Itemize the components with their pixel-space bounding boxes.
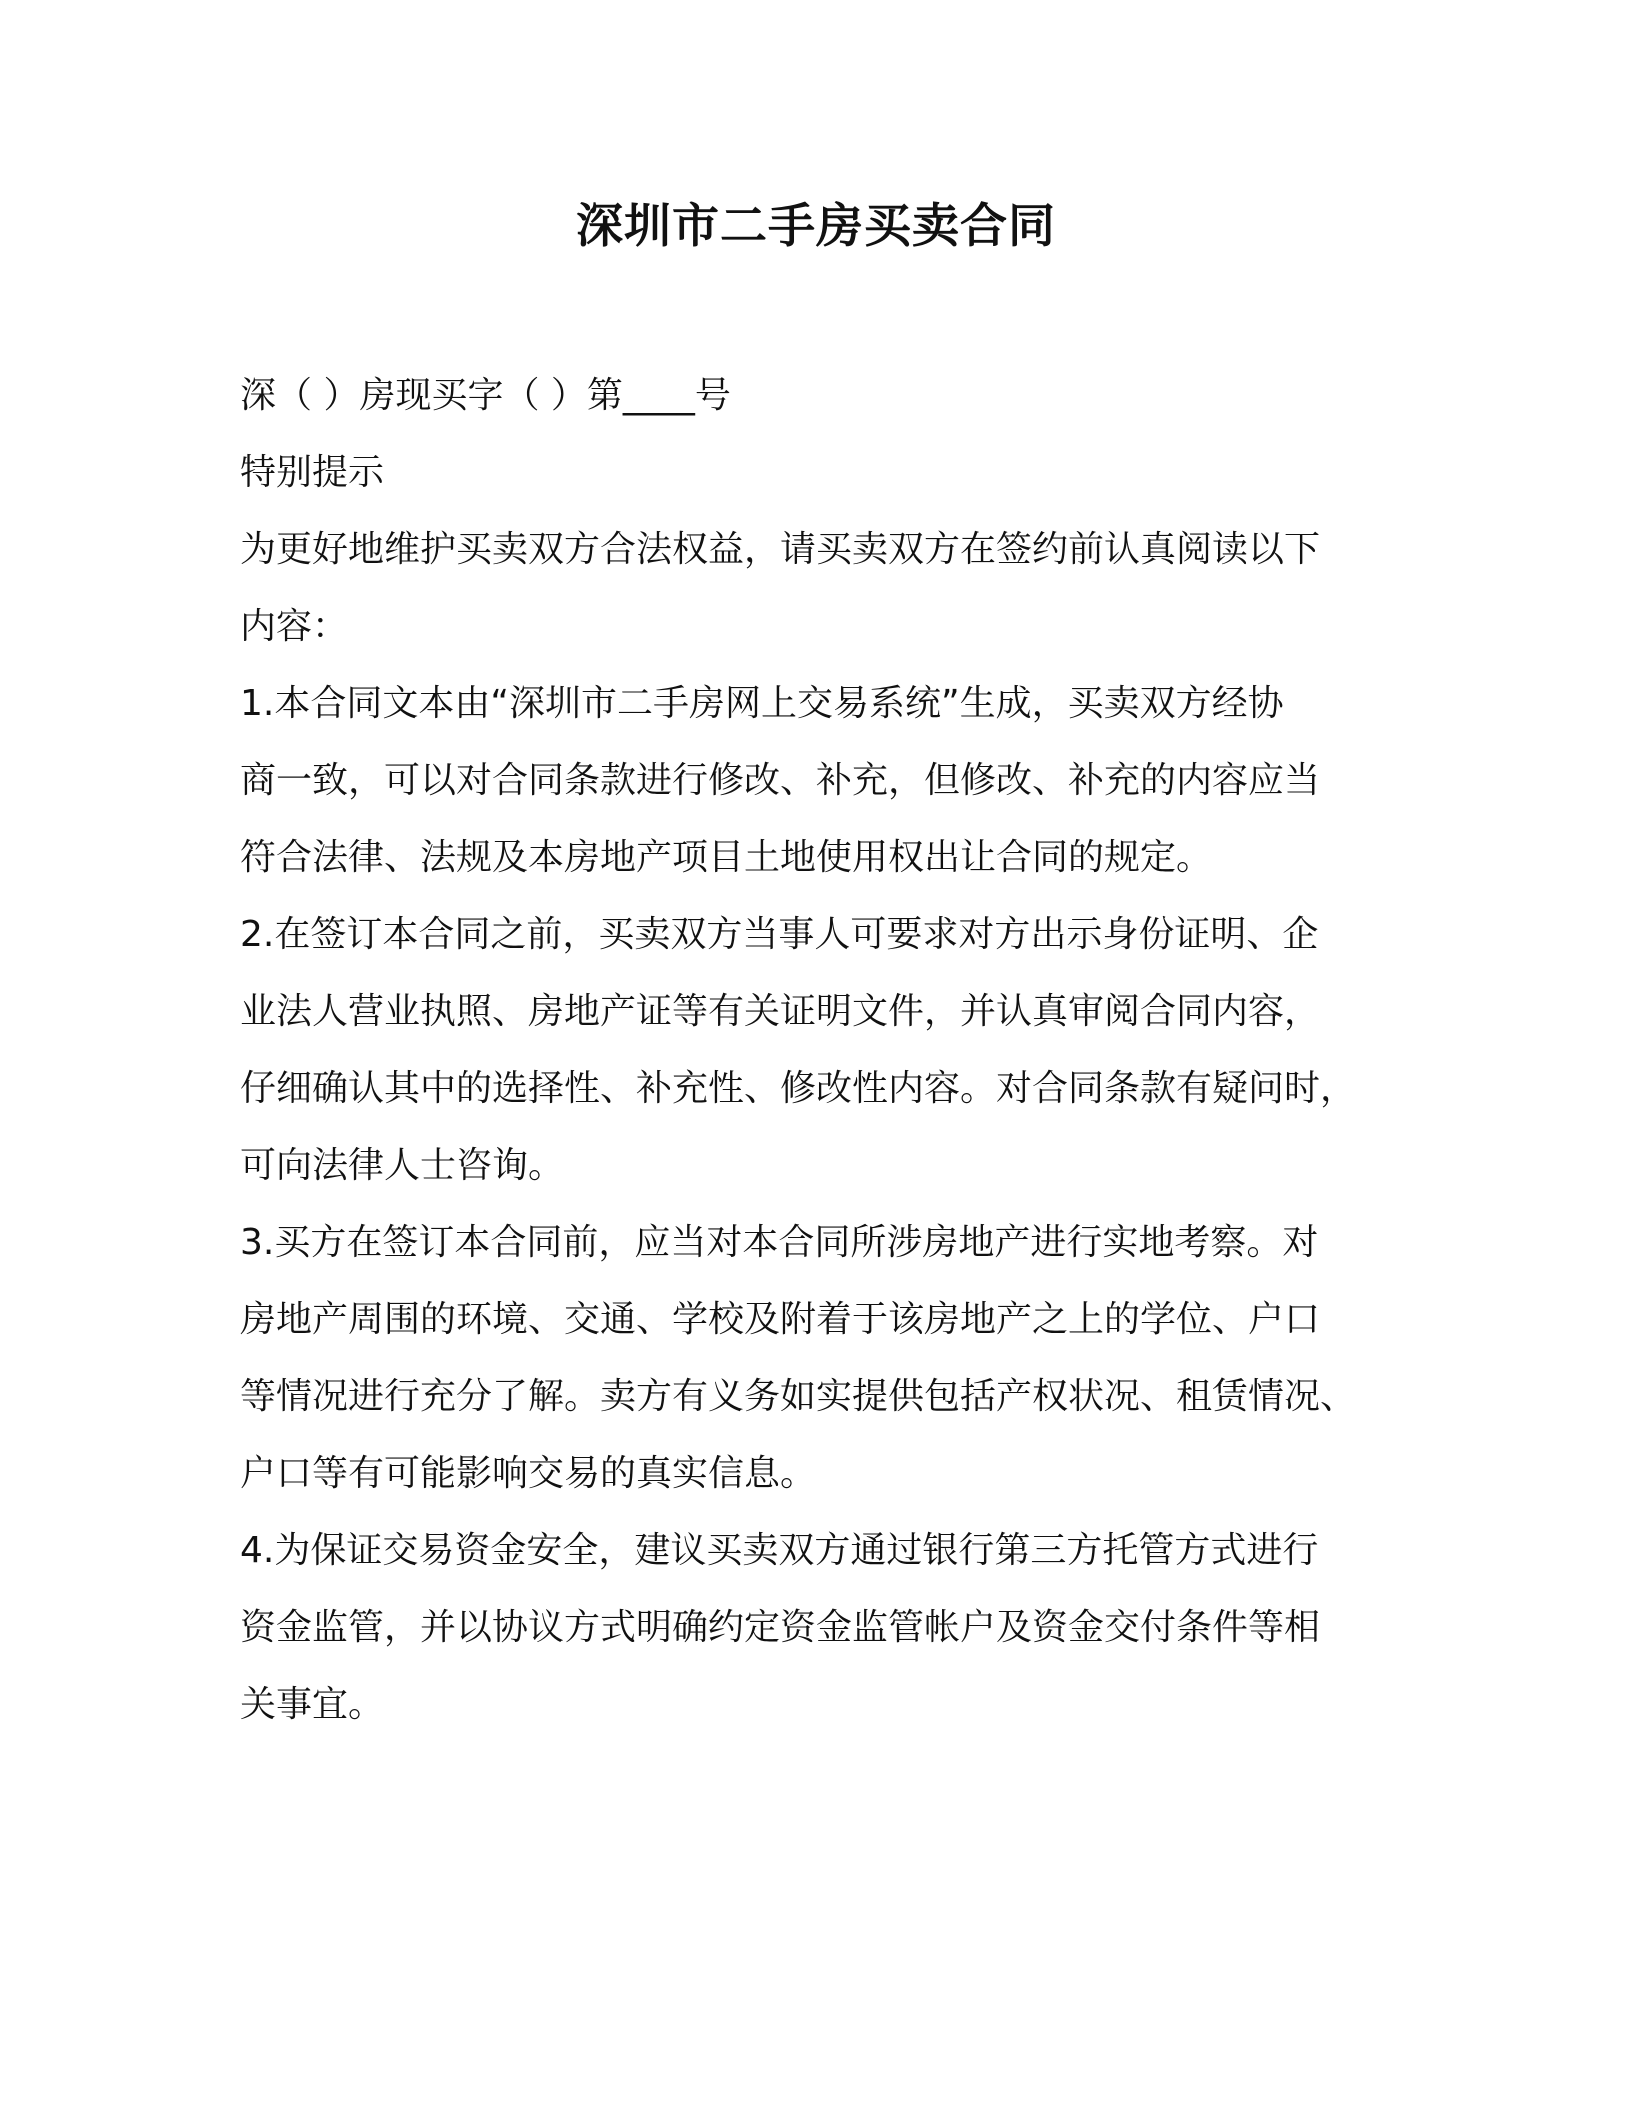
intro-line: 为更好地维护买卖双方合法权益，请买卖双方在签约前认真阅读以下 — [240, 529, 1321, 570]
clause-4-line: 4.为保证交易资金安全，建议买卖双方通过银行第三方托管方式进行 — [240, 1530, 1319, 1571]
clause-1-line: 1.本合同文本由“深圳市二手房网上交易系统”生成，买卖双方经协 — [240, 683, 1284, 724]
clause-4-line: 资金监管，并以协议方式明确约定资金监管帐户及资金交付条件等相 — [240, 1607, 1321, 1648]
clause-2-line: 2.在签订本合同之前，买卖双方当事人可要求对方出示身份证明、企 — [240, 914, 1319, 955]
clause-2-line: 业法人营业执照、房地产证等有关证明文件，并认真审阅合同内容， — [240, 991, 1321, 1032]
clause-3-line: 房地产周围的环境、交通、学校及附着于该房地产之上的学位、户口 — [240, 1299, 1321, 1340]
contract-number-line: 深（ ）房现买字（ ）第____号 — [240, 375, 731, 416]
clause-4-line: 关事宜。 — [240, 1684, 385, 1725]
special-notice-heading: 特别提示 — [240, 452, 385, 493]
clause-3-line: 户口等有可能影响交易的真实信息。 — [240, 1453, 817, 1494]
intro-line: 内容： — [240, 606, 349, 647]
clause-1-line: 符合法律、法规及本房地产项目土地使用权出让合同的规定。 — [240, 837, 1213, 878]
document-body — [240, 357, 1390, 1743]
clause-3-line: 3.买方在签订本合同前，应当对本合同所涉房地产进行实地考察。对 — [240, 1222, 1319, 1263]
clause-2-line: 仔细确认其中的选择性、补充性、修改性内容。对合同条款有疑问时， — [240, 1068, 1357, 1109]
document-title: 深圳市二手房买卖合同 — [576, 199, 1056, 254]
clause-2-line: 可向法律人士咨询。 — [240, 1145, 565, 1186]
clause-3-line: 等情况进行充分了解。卖方有义务如实提供包括产权状况、租赁情况、 — [240, 1376, 1357, 1417]
clause-1-line: 商一致，可以对合同条款进行修改、补充，但修改、补充的内容应当 — [240, 760, 1321, 801]
